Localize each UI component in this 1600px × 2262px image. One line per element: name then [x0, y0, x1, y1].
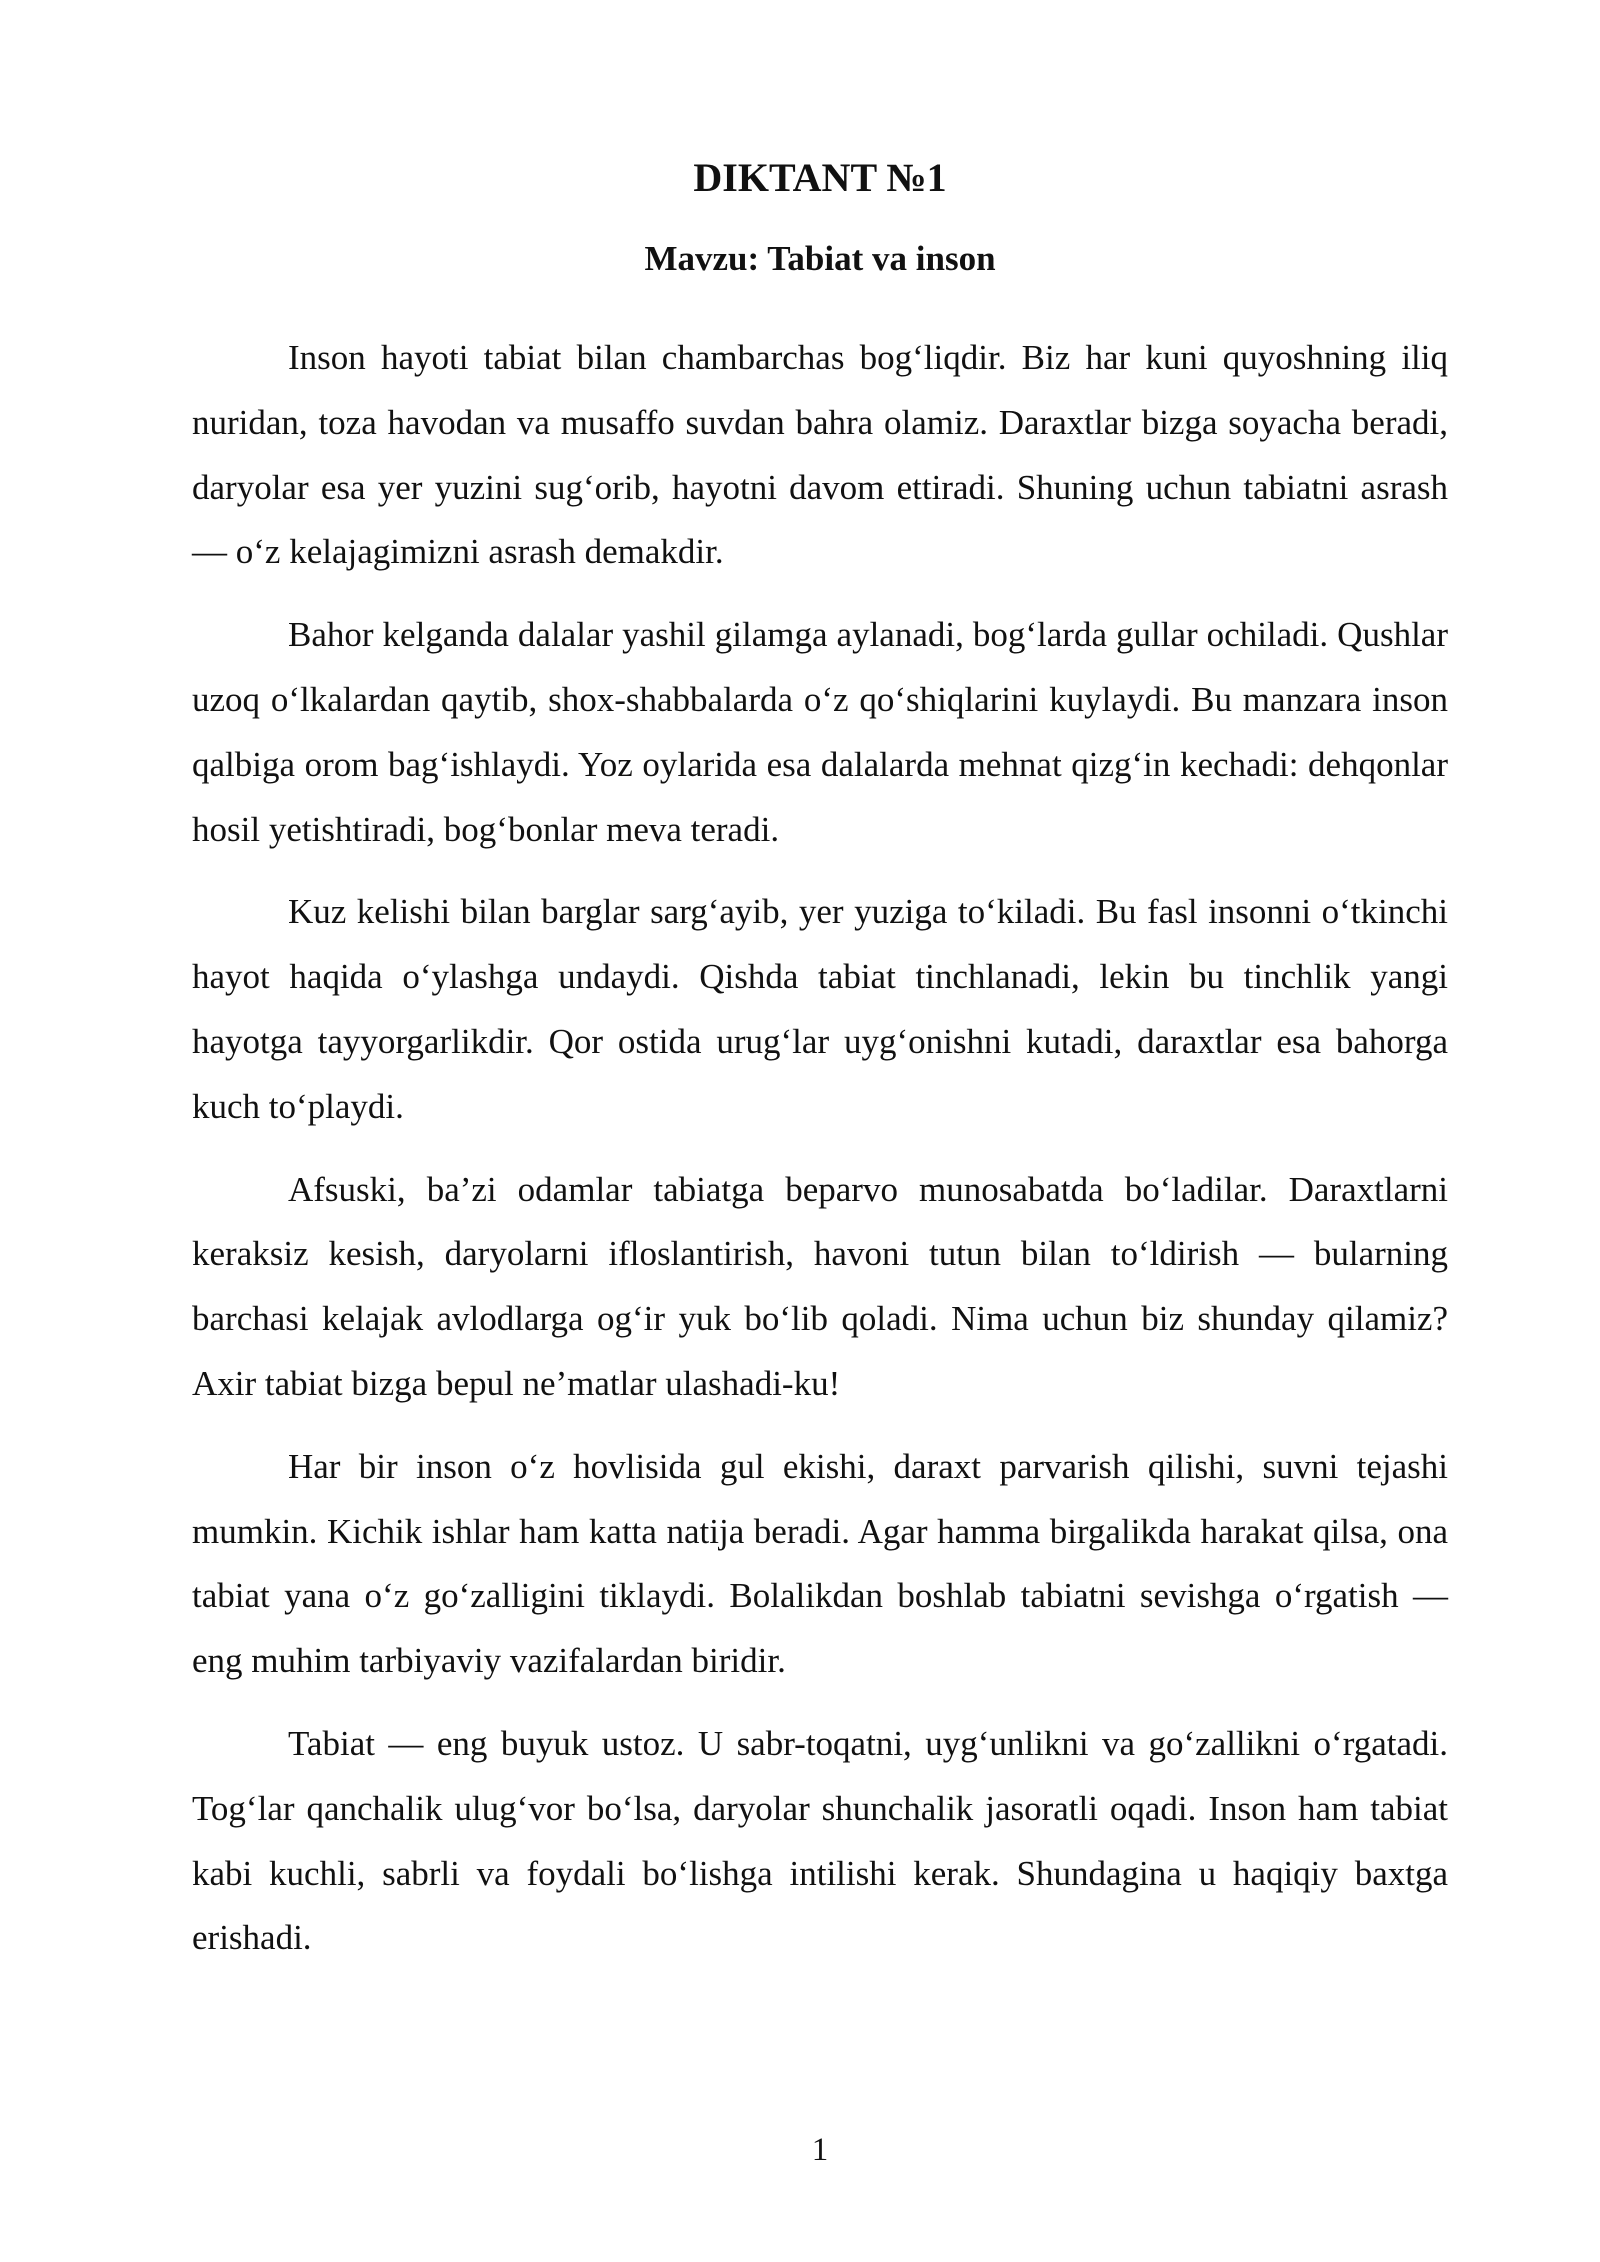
page-number: 1	[811, 2132, 829, 2168]
paragraph-1: Inson hayoti tabiat bilan chambarchas bog‘liqdir. Biz har kuni quyoshning iliq nuridan, toza havodan va musaffo suvdan bahra olamiz. Daraxtlar bizga soyacha beradi, daryolar esa yer yuzini sug‘orib, hayotni davom ettiradi. Shuning uchun tabiatni asrash — o‘z kelajagimizni asrash demakdir.	[192, 338, 1448, 572]
document-page	[192, 0, 1448, 2262]
page-subtitle: Mavzu: Tabiat va inson	[644, 239, 996, 278]
paragraph-2: Bahor kelganda dalalar yashil gilamga aylanadi, bog‘larda gullar ochiladi. Qushlar uzoq o‘lkalardan qaytib, shox-shabbalarda o‘z qo‘shiqlarini kuylaydi. Bu manzara inson qalbiga orom bag‘ishlaydi. Yoz oylarida esa dalalarda mehnat qizg‘in kechadi: dehqonlar hosil yetishtiradi, bog‘bonlar meva teradi.	[192, 615, 1448, 849]
paragraph-4: Afsuski, ba’zi odamlar tabiatga beparvo munosabatda bo‘ladilar. Daraxtlarni keraksiz kesish, daryolarni ifloslantirish, havoni tutun bilan to‘ldirish — bularning barchasi kelajak avlodlarga og‘ir yuk bo‘lib qoladi. Nima uchun biz shunday qilamiz? Axir tabiat bizga bepul ne’matlar ulashadi-ku!	[192, 1169, 1448, 1403]
page-title: DIKTANT №1	[693, 155, 947, 200]
paragraph-3: Kuz kelishi bilan barglar sarg‘ayib, yer yuziga to‘kiladi. Bu fasl insonni o‘tkinchi hayot haqida o‘ylashga undaydi. Qishda tabiat tinchlanadi, lekin bu tinchlik yangi hayotga tayyorgarlikdir. Qor ostida urug‘lar uyg‘onishni kutadi, daraxtlar esa bahorga kuch to‘playdi.	[192, 892, 1448, 1126]
paragraph-6: Tabiat — eng buyuk ustoz. U sabr-toqatni, uyg‘unlikni va go‘zallikni o‘rgatadi. Tog‘lar qanchalik ulug‘vor bo‘lsa, daryolar shunchalik jasoratli oqadi. Inson ham tabiat kabi kuchli, sabrli va foydali bo‘lishga intilishi kerak. Shundagina u haqiqiy baxtga erishadi.	[192, 1723, 1448, 1958]
paragraph-5: Har bir inson o‘z hovlisida gul ekishi, daraxt parvarish qilishi, suvni tejashi mumkin. Kichik ishlar ham katta natija beradi. Agar hamma birgalikda harakat qilsa, ona tabiat yana o‘z go‘zalligini tiklaydi. Bolalikdan boshlab tabiatni sevishga o‘rgatish — eng muhim tarbiyaviy vazifalardan biridir.	[192, 1446, 1448, 1681]
document-body	[192, 326, 1448, 1989]
